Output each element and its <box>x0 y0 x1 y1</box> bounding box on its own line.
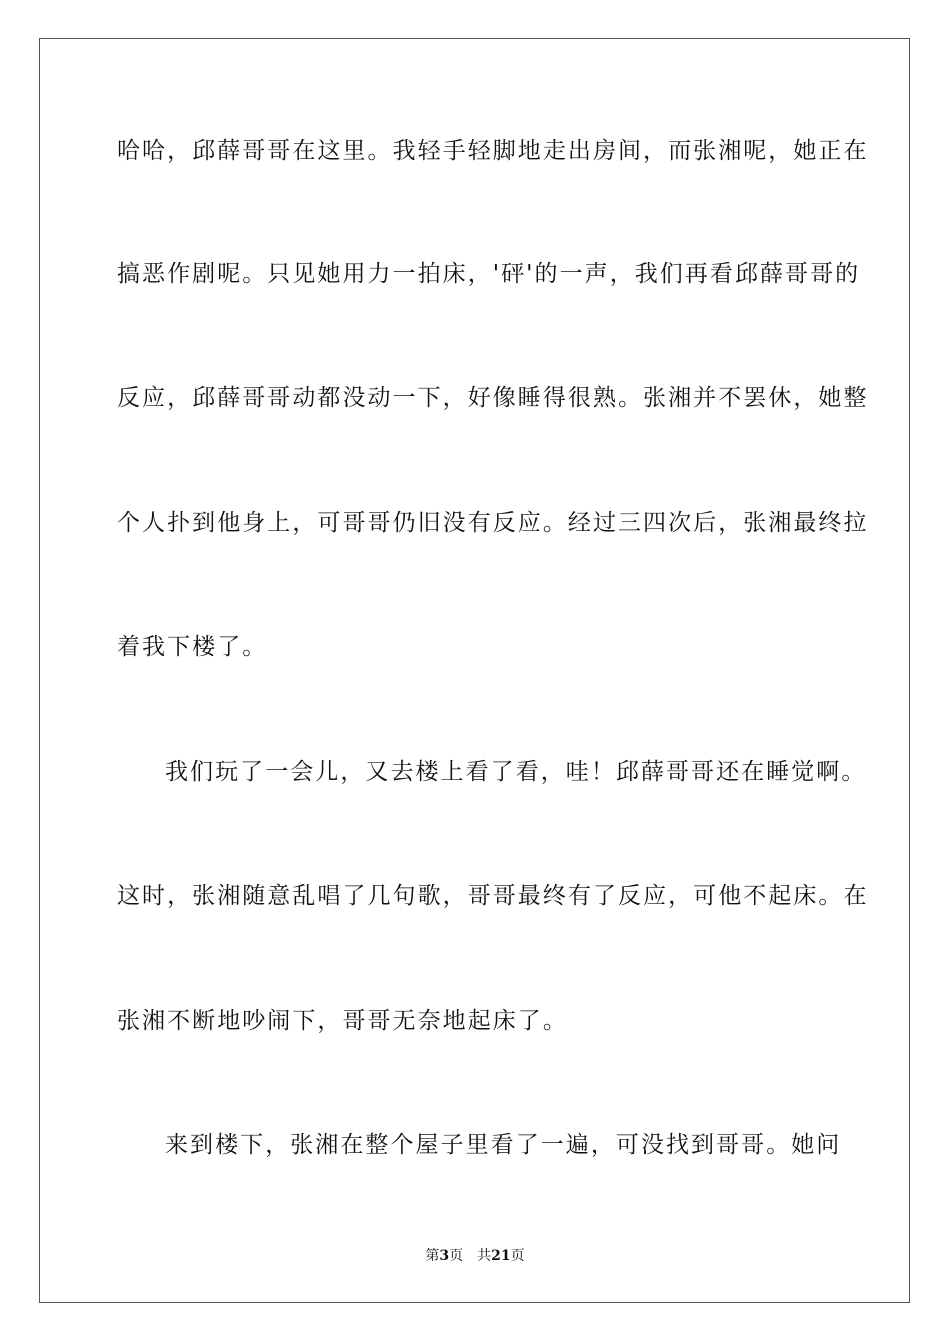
page-label-prefix: 第 <box>425 1248 440 1264</box>
paragraph-line-8: 张湘不断地吵闹下，哥哥无奈地起床了。 <box>117 1008 568 1034</box>
page-border <box>39 38 910 1303</box>
total-pages: 21 <box>491 1248 511 1264</box>
paragraph-line-1: 哈哈，邱薛哥哥在这里。我轻手轻脚地走出房间，而张湘呢，她正在 <box>117 138 869 164</box>
paragraph-line-5: 着我下楼了。 <box>117 634 268 660</box>
page-number: 3 <box>439 1248 450 1264</box>
total-label-suffix: 页 <box>510 1248 525 1264</box>
paragraph-line-9: 来到楼下，张湘在整个屋子里看了一遍，可没找到哥哥。她问 <box>165 1132 842 1158</box>
paragraph-line-4: 个人扑到他身上，可哥哥仍旧没有反应。经过三四次后，张湘最终拉 <box>117 510 869 536</box>
page-label-suffix: 页 <box>449 1248 464 1264</box>
total-label-prefix: 共 <box>477 1248 492 1264</box>
paragraph-line-7: 这时，张湘随意乱唱了几句歌，哥哥最终有了反应，可他不起床。在 <box>117 883 869 909</box>
paragraph-line-3: 反应，邱薛哥哥动都没动一下，好像睡得很熟。张湘并不罢休，她整 <box>117 385 869 411</box>
paragraph-line-6: 我们玩了一会儿，又去楼上看了看，哇！邱薛哥哥还在睡觉啊。 <box>165 759 867 785</box>
paragraph-line-2: 搞恶作剧呢。只见她用力一拍床，'砰'的一声，我们再看邱薛哥哥的 <box>117 261 861 287</box>
page-footer <box>0 1247 950 1265</box>
